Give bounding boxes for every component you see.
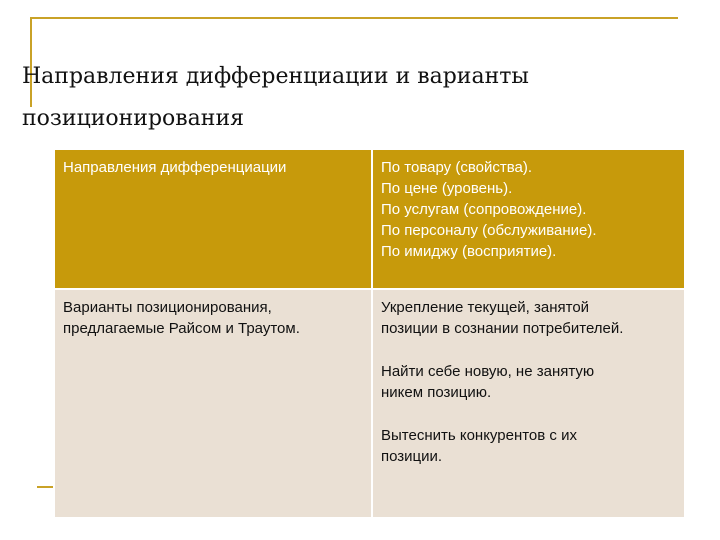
- slide-title: [22, 56, 702, 140]
- list-item: По услугам (сопровождение).: [381, 201, 587, 218]
- positioning-header-cell: [54, 289, 372, 518]
- positioning-header-line-1: Варианты позиционирования,: [63, 299, 272, 316]
- positioning-option-strengthen: [381, 297, 676, 339]
- list-item: По товару (свойства).: [381, 159, 533, 176]
- option-text-line: позиции.: [381, 448, 443, 465]
- decorative-top-line: [30, 17, 678, 19]
- positioning-option-displace: [381, 425, 676, 467]
- positioning-option-new: [381, 361, 676, 403]
- title-line-1: Направления дифференциации и варианты: [22, 64, 529, 89]
- option-text-line: позиции в сознании потребителей.: [381, 320, 624, 337]
- table-row-differentiation: [54, 149, 685, 289]
- option-text-line: Вытеснить конкурентов с их: [381, 427, 577, 444]
- list-item: По имиджу (восприятие).: [381, 243, 557, 260]
- list-item: По персоналу (обслуживание).: [381, 222, 597, 239]
- list-item: По цене (уровень).: [381, 180, 513, 197]
- positioning-options-cell: [372, 289, 685, 518]
- differentiation-table: [53, 148, 686, 519]
- option-text-line: Найти себе новую, не занятую: [381, 363, 595, 380]
- table-row-positioning: [54, 289, 685, 518]
- title-line-2: позиционирования: [22, 106, 244, 131]
- option-text-line: никем позицию.: [381, 384, 492, 401]
- option-text-line: Укрепление текущей, занятой: [381, 299, 590, 316]
- differentiation-header: Направления дифференциации: [63, 159, 287, 176]
- positioning-header-line-2: предлагаемые Райсом и Траутом.: [63, 320, 300, 337]
- differentiation-header-cell: [54, 149, 372, 289]
- differentiation-items-cell: [372, 149, 685, 289]
